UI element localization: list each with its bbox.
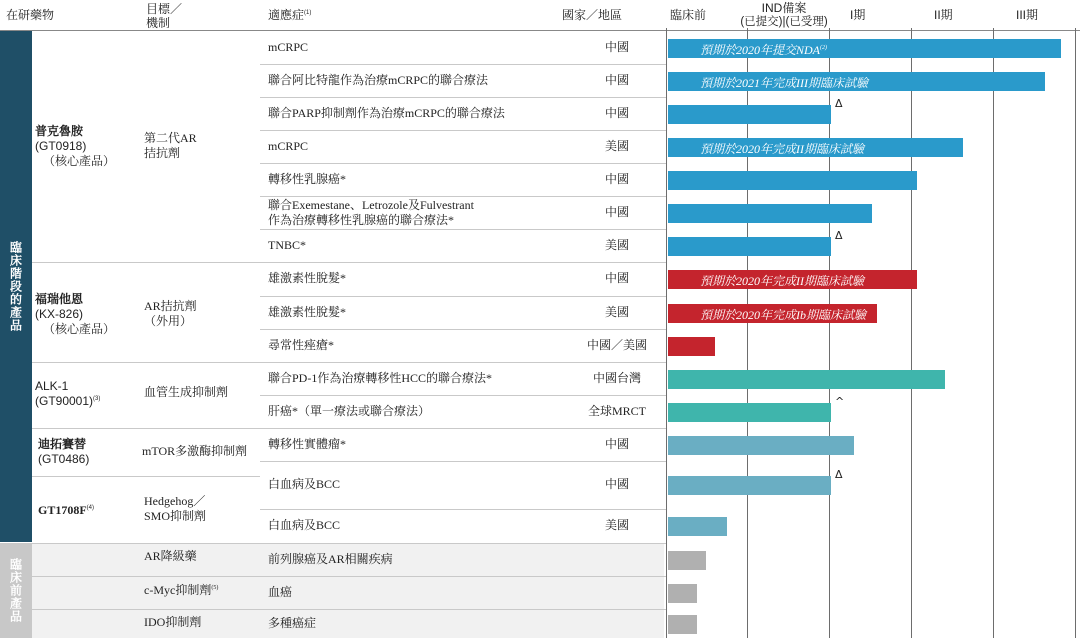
indication-text <box>268 616 316 631</box>
indication-text <box>268 40 308 55</box>
phase-column-line <box>1075 28 1076 638</box>
header-ind <box>737 1 831 29</box>
row-divider <box>260 428 666 429</box>
indication-line: mCRPC <box>268 39 309 54</box>
sidebar-preclinical-label: 臨床前產品 <box>8 558 23 623</box>
country-text: 中國 <box>604 204 629 219</box>
mechanism-line: mTOR多激酶抑制劑 <box>142 444 248 458</box>
sidebar-clinical <box>0 31 32 542</box>
bar-label-text: 預期於2021年完成III期臨床試驗 <box>700 75 868 90</box>
stage-bar <box>668 72 1045 91</box>
drug-gt0486 <box>38 437 89 467</box>
header-target-line2: 機制 <box>146 16 171 30</box>
indication-line: 白血病及BCC <box>268 477 341 491</box>
row-divider-drug <box>32 609 260 610</box>
bar-label-text: 預期於2020年完成Ib期臨床試驗 <box>700 307 866 322</box>
header-target-line1: 目標／ <box>146 2 183 16</box>
mechanism-cmyc-inhibitor <box>144 583 218 598</box>
mechanism-line: Hedgehog／ <box>144 494 206 508</box>
indication-line: 多種癌症 <box>268 615 317 630</box>
indication-line: 聯合Exemestane、Letrozole及Fulvestrant <box>268 197 474 212</box>
indication-text <box>268 238 306 253</box>
indication-line: 轉移性乳腺癌* <box>268 171 347 186</box>
country-text: 中國／美國 <box>586 337 647 352</box>
drug-gt0918 <box>35 124 115 169</box>
stage-bar <box>668 171 917 190</box>
country-text: 全球MRCT <box>587 403 646 418</box>
milestone-mark: ^ <box>835 394 845 408</box>
mechanism-line: SMO抑制劑 <box>144 509 207 523</box>
mechanism-ido-inhibitor <box>144 615 201 630</box>
indication-text <box>268 585 292 600</box>
bar-label-text: 預期於2020年提交NDA <box>700 42 821 57</box>
indication-text <box>268 518 340 533</box>
mechanism-line: 第二代AR <box>144 131 197 145</box>
country-text: 中國 <box>604 271 629 285</box>
milestone-mark: Δ <box>835 468 843 481</box>
country-text: 美國 <box>604 518 629 532</box>
mechanism-line: （外用） <box>144 314 193 328</box>
mechanism-line: AR降級藥 <box>144 549 197 563</box>
indication-line: 聯合PD-1作為治療轉移性HCC的聯合療法* <box>268 370 493 385</box>
stage-bar <box>668 204 872 223</box>
country-text: 中國 <box>604 436 629 451</box>
mechanism-note: (5) <box>211 585 219 591</box>
stage-bar <box>668 237 831 256</box>
row-divider <box>260 97 666 98</box>
bar-label <box>668 272 864 289</box>
bar-label <box>668 74 868 91</box>
indication-line: mCRPC <box>268 138 309 153</box>
indication-line: 聯合阿比特龍作為治療mCRPC的聯合療法 <box>268 72 489 87</box>
phase-column-line <box>993 28 994 638</box>
phase-column-line <box>911 28 912 638</box>
mechanism-angiogenesis-inhibitor <box>144 385 228 400</box>
drug-code: (GT0486) <box>38 452 90 466</box>
stage-bar <box>668 584 697 603</box>
row-divider <box>260 609 666 610</box>
mechanism-hedgehog-smo <box>144 494 206 524</box>
header-indication-note: (1) <box>304 10 312 16</box>
country-text: 美國 <box>604 304 629 319</box>
row-divider <box>260 576 666 577</box>
mechanism-mtor-inhibitor <box>142 444 247 459</box>
country-text: 中國 <box>604 477 629 491</box>
header-target <box>146 2 182 30</box>
milestone-mark: Δ <box>835 228 843 242</box>
header-drug: 在研藥物 <box>6 8 55 22</box>
indication-line: 血癌 <box>268 584 293 599</box>
stage-bar <box>668 39 1061 58</box>
sidebar-clinical-label: 臨床階段的產品 <box>8 241 23 332</box>
indication-line: 前列腺癌及AR相關疾病 <box>268 551 393 566</box>
indication-text <box>268 73 488 88</box>
header-ind-line1: IND備案 <box>761 1 807 15</box>
stage-bar <box>668 436 854 455</box>
stage-bar <box>668 304 877 323</box>
country-text: 中國 <box>604 105 629 120</box>
header-indication-text: 適應症 <box>268 8 305 22</box>
indication-line: 作為治療轉移性乳腺癌的聯合療法* <box>268 212 455 227</box>
stage-bar <box>668 403 831 422</box>
header-phase3: III期 <box>1016 8 1039 22</box>
header-phase2: II期 <box>934 8 953 22</box>
indication-text <box>268 437 346 452</box>
header-ind-line2: (已提交)|(已受理) <box>740 16 828 28</box>
group-divider <box>32 428 260 429</box>
bar-label <box>668 41 827 58</box>
mechanism-ar-antagonist-topical <box>144 299 197 329</box>
group-divider <box>32 262 260 263</box>
bar-label-text: 預期於2020年完成II期臨床試驗 <box>700 274 864 288</box>
indication-text <box>268 552 393 567</box>
stage-bar <box>668 337 715 356</box>
indication-text <box>268 305 346 320</box>
stage-bar <box>668 105 831 124</box>
group-divider <box>32 543 260 544</box>
header-country: 國家／地區 <box>562 8 623 22</box>
indication-text <box>268 172 346 187</box>
indication-line: 雄激素性脫髮* <box>268 271 347 285</box>
indication-text <box>268 106 505 121</box>
header-preclinical: 臨床前 <box>670 8 707 22</box>
drug-code: (GT0918) <box>35 139 87 153</box>
row-divider <box>260 461 666 462</box>
bar-label-text: 預期於2020年完成II期臨床試驗 <box>700 141 864 156</box>
indication-line: 尋常性痤瘡* <box>268 337 335 352</box>
drug-name: ALK-1 <box>35 379 69 393</box>
indication-line: 白血病及BCC <box>268 518 341 532</box>
bar-label <box>668 306 866 323</box>
bar-label-note: (2) <box>820 44 828 51</box>
drug-tag: （核心產品） <box>43 322 116 336</box>
stage-bar <box>668 476 831 495</box>
header-phase1: I期 <box>850 8 866 22</box>
drug-code: (KX-826) <box>35 307 84 321</box>
milestone-mark: Δ <box>835 96 843 110</box>
mechanism-line: IDO抑制劑 <box>144 615 202 629</box>
stage-bar <box>668 551 706 570</box>
group-divider <box>32 362 260 363</box>
stage-bar <box>668 370 945 389</box>
indication-text <box>268 271 346 286</box>
indication-line: TNBC* <box>268 237 307 252</box>
indication-text <box>268 371 492 386</box>
row-divider <box>260 395 666 396</box>
row-divider <box>260 362 666 363</box>
row-divider <box>260 509 666 510</box>
country-text: 中國 <box>604 39 629 54</box>
stage-bar <box>668 270 917 289</box>
row-divider-drug <box>32 576 260 577</box>
group-divider <box>32 476 260 477</box>
stage-bar <box>668 138 963 157</box>
indication-text <box>268 139 308 154</box>
drug-name: 福瑞他恩 <box>35 292 84 306</box>
mechanism-ar-antagonist-2nd <box>144 131 197 161</box>
mechanism-line: 血管生成抑制劑 <box>144 385 229 399</box>
phase-column-line <box>666 28 667 638</box>
indication-line: 雄激素性脫髮* <box>268 304 347 319</box>
country-text: 中國 <box>604 72 629 87</box>
indication-line: 聯合PARP抑制劑作為治療mCRPC的聯合療法 <box>268 105 505 120</box>
header-rule <box>0 30 1080 31</box>
bar-label <box>668 140 864 157</box>
row-divider <box>260 296 666 297</box>
indication-text <box>268 338 334 353</box>
drug-note: (3) <box>93 396 101 402</box>
mechanism-line: 拮抗劑 <box>144 146 181 160</box>
country-text: 中國 <box>604 171 629 186</box>
drug-name: 迪拓賽替 <box>38 437 87 451</box>
drug-gt1708f <box>38 503 94 518</box>
row-divider <box>260 229 666 230</box>
row-divider <box>260 329 666 330</box>
indication-line: 肝癌*（單一療法或聯合療法） <box>268 403 431 418</box>
indication-text <box>268 477 340 492</box>
header-indication <box>268 8 311 22</box>
stage-bar <box>668 517 727 536</box>
country-text: 美國 <box>604 237 629 252</box>
indication-text <box>268 404 430 419</box>
mechanism-line: c-Myc抑制劑 <box>144 583 212 597</box>
drug-gt90001 <box>35 379 100 409</box>
mechanism-line: AR拮抗劑 <box>144 299 197 313</box>
indication-text <box>268 198 474 228</box>
mechanism-ar-degrader <box>144 549 197 564</box>
country-text: 美國 <box>604 138 629 153</box>
row-divider <box>260 64 666 65</box>
drug-name: 普克魯胺 <box>35 124 84 138</box>
stage-bar <box>668 615 697 634</box>
indication-line: 轉移性實體瘤* <box>268 436 347 451</box>
row-divider <box>260 262 666 263</box>
drug-tag: （核心產品） <box>43 154 116 168</box>
drug-code: (GT90001) <box>35 394 94 408</box>
drug-kx826 <box>35 292 115 337</box>
sidebar-preclinical <box>0 543 32 638</box>
drug-name: GT1708F <box>38 503 87 517</box>
country-text: 中國台灣 <box>592 370 641 385</box>
row-divider <box>260 163 666 164</box>
row-divider <box>260 543 666 544</box>
drug-note: (4) <box>86 505 95 511</box>
row-divider <box>260 130 666 131</box>
